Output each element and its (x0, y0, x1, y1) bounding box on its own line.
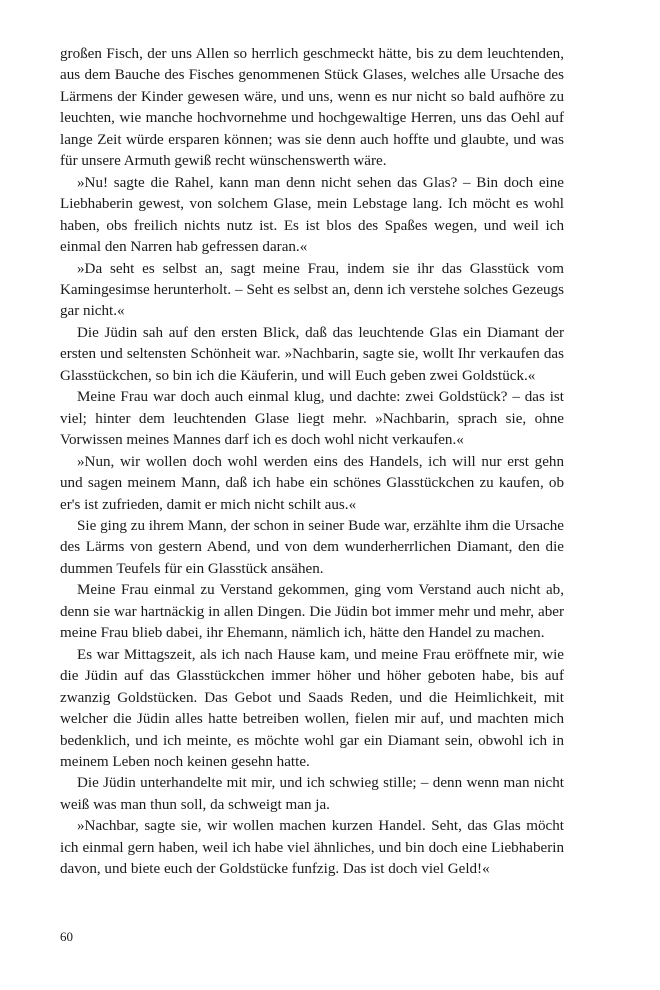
paragraph: Es war Mittagszeit, als ich nach Hause kam, und meine Frau eröffnete mir, wie die Jüdin auf das Glasstückchen immer höher und höher geboten habe, bis auf zwanzig Goldstücken. Das Gebot und Saads Reden, und die Heimlichkeit, mit welcher die Jüdin alles hatte betreiben wollen, fielen mir auf, und machten mich bedenklich, und ich meinte, es möchte wohl gar ein Diamant sein, obwohl ich in meinem Leben noch keinen gesehn hatte. (60, 646, 564, 770)
paragraph: Die Jüdin unterhandelte mit mir, und ich schwieg stille; – denn wenn man nicht weiß was man thun soll, da schweigt man ja. (60, 775, 564, 813)
paragraph: »Nu! sagte die Rahel, kann man denn nicht sehen das Glas? – Bin doch eine Liebhaberin gewest, von solchem Glase, mein Lebstage lang. Ich möcht es wohl haben, obs freilich nichts nutz ist. Es ist blos des Spaßes wegen, und weil ich einmal den Narren hab gefressen daran.« (60, 174, 564, 256)
paragraph: »Nachbar, sagte sie, wir wollen machen kurzen Handel. Seht, das Glas möcht ich einmal gern haben, weil ich habe viel ähnliches, und bin doch eine Liebhaberin davon, und biete euch der Goldstücke funfzig. Das ist doch viel Geld!« (60, 818, 564, 878)
paragraph: Meine Frau war doch auch einmal klug, und dachte: zwei Goldstück? – das ist viel; hinter dem leuchtenden Glase liegt mehr. »Nachbarin, sprach sie, ohne Vorwissen meines Mannes darf ich es doch wohl nicht verkaufen.« (60, 389, 564, 449)
paragraph: »Da seht es selbst an, sagt meine Frau, indem sie ihr das Glasstück vom Kamingesimse herunterholt. – Seht es selbst an, denn ich verstehe solches Gezeugs gar nicht.« (60, 260, 564, 320)
paragraph: Sie ging zu ihrem Mann, der schon in seiner Bude war, erzählte ihm die Ursache des Lärms von gestern Abend, und von dem wunderherrlichen Diamant, den die dummen Teufels für ein Glasstück ansähen. (60, 517, 564, 577)
paragraph: »Nun, wir wollen doch wohl werden eins des Handels, ich will nur erst gehn und sagen meinem Mann, daß ich habe ein schönes Glasstückchen zu kaufen, ob er's ist zufrieden, damit er mich nicht schilt aus.« (60, 453, 564, 513)
paragraph: großen Fisch, der uns Allen so herrlich geschmeckt hätte, bis zu dem leuchtenden, aus dem Bauche des Fisches genommenen Stück Glases, welches alle Ursache des Lärmens der Kinder gewesen wäre, und uns, wenn es nur nicht so bald aufhöre zu leuchten, wie manche hochvornehme und hochgewaltige Herren, uns das Oehl auf lange Zeit würde ersparen können; was sie denn auch hoffte und glaubte, und was für unsere Armuth gewiß recht wünschenswerth wäre. (60, 46, 564, 170)
paragraph: Meine Frau einmal zu Verstand gekommen, ging vom Verstand auch nicht ab, denn sie war hartnäckig in allen Dingen. Die Jüdin bot immer mehr und mehr, aber meine Frau blieb dabei, ihr Ehemann, nämlich ich, hätte den Handel zu machen. (60, 582, 564, 642)
paragraph: Die Jüdin sah auf den ersten Blick, daß das leuchtende Glas ein Diamant der ersten und seltensten Schönheit war. »Nachbarin, sagte sie, wollt Ihr verkaufen das Glasstückchen, so bin ich die Käuferin, und will Euch geben zwei Goldstück.« (60, 324, 564, 384)
page-number: 60 (60, 929, 73, 944)
body-text (60, 44, 564, 881)
